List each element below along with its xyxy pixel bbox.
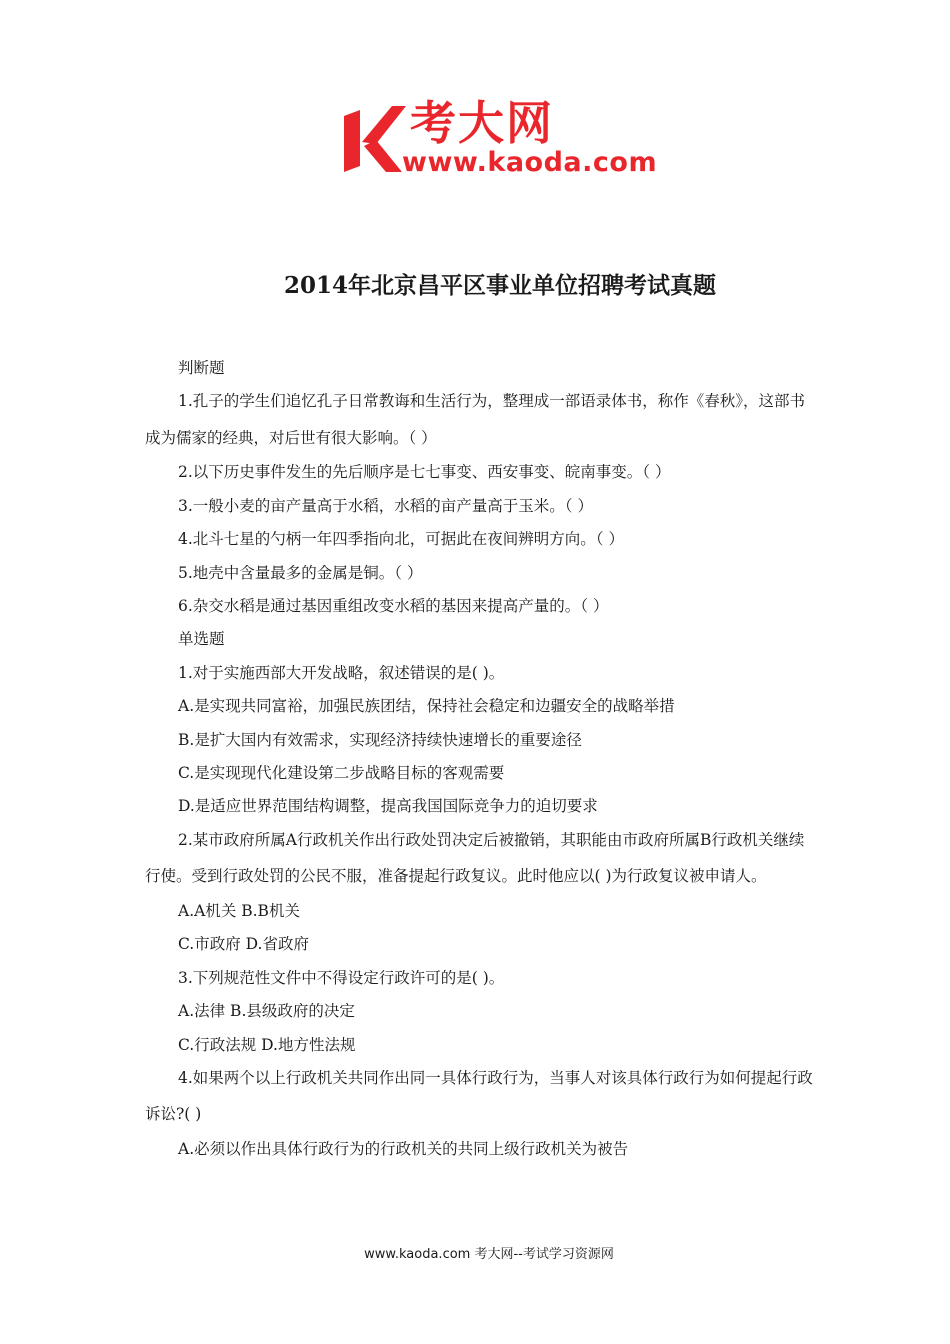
question-item: 2.以下历史事件发生的先后顺序是七七事变、西安事变、皖南事变。（ ） [178,463,671,482]
answer-option: A.是实现共同富裕，加强民族团结，保持社会稳定和边疆安全的战略举措 [178,697,675,716]
answer-option: B.是扩大国内有效需求，实现经济持续快速增长的重要途径 [178,730,582,749]
answer-option: C.是实现现代化建设第二步战略目标的客观需要 [178,764,505,783]
question-item: 6.杂交水稻是通过基因重组改变水稻的基因来提高产量的。（ ） [178,597,609,616]
question-item: 3.下列规范性文件中不得设定行政许可的是( )。 [178,968,505,987]
question-item: 1.孔子的学生们追忆孔子日常教诲和生活行为，整理成一部语录体书，称作《春秋》，这部书成为儒家的经典，对后世有很大影响。（ ） [145,392,806,447]
page-title: 2014年北京昌平区事业单位招聘考试真题 [283,272,716,299]
question-item: 5.地壳中含量最多的金属是铜。（ ） [178,563,423,582]
question-item: 1.对于实施西部大开发战略，叙述错误的是( )。 [178,663,505,682]
section-heading-judgment: 判断题 [178,359,225,377]
answer-option: D.是适应世界范围结构调整，提高我国国际竞争力的迫切要求 [178,797,598,816]
logo-url: www.kaoda.com [402,147,658,178]
answer-option: A.A机关 B.B机关 [178,901,300,920]
question-item: 3.一般小麦的亩产量高于水稻，水稻的亩产量高于玉米。（ ） [178,496,593,515]
question-item: 2.某市政府所属A行政机关作出行政处罚决定后被撤销，其职能由市政府所属B行政机关继续行使。受到行政处罚的公民不服，准备提起行政复议。此时他应以( )为行政复议被申请人。 [145,830,805,886]
question-item: 4.如果两个以上行政机关共同作出同一具体行政行为，当事人对该具体行政行为如何提起行政诉讼?( ) [145,1068,813,1124]
logo-brand-name: 考大网 [410,96,554,150]
answer-option: A.法律 B.县级政府的决定 [178,1002,355,1021]
page-footer: www.kaoda.com 考大网--考试学习资源网 [364,1247,614,1262]
answer-option: C.行政法规 D.地方性法规 [178,1035,356,1054]
section-heading-single-choice: 单选题 [178,630,225,649]
kaoda-k-icon [340,102,406,174]
answer-option: C.市政府 D.省政府 [178,935,309,954]
answer-option: A.必须以作出具体行政行为的行政机关的共同上级行政机关为被告 [178,1139,629,1158]
kaoda-logo [340,96,670,186]
question-item: 4.北斗七星的勺柄一年四季指向北，可据此在夜间辨明方向。（ ） [178,530,624,549]
exam-content [145,352,813,1166]
